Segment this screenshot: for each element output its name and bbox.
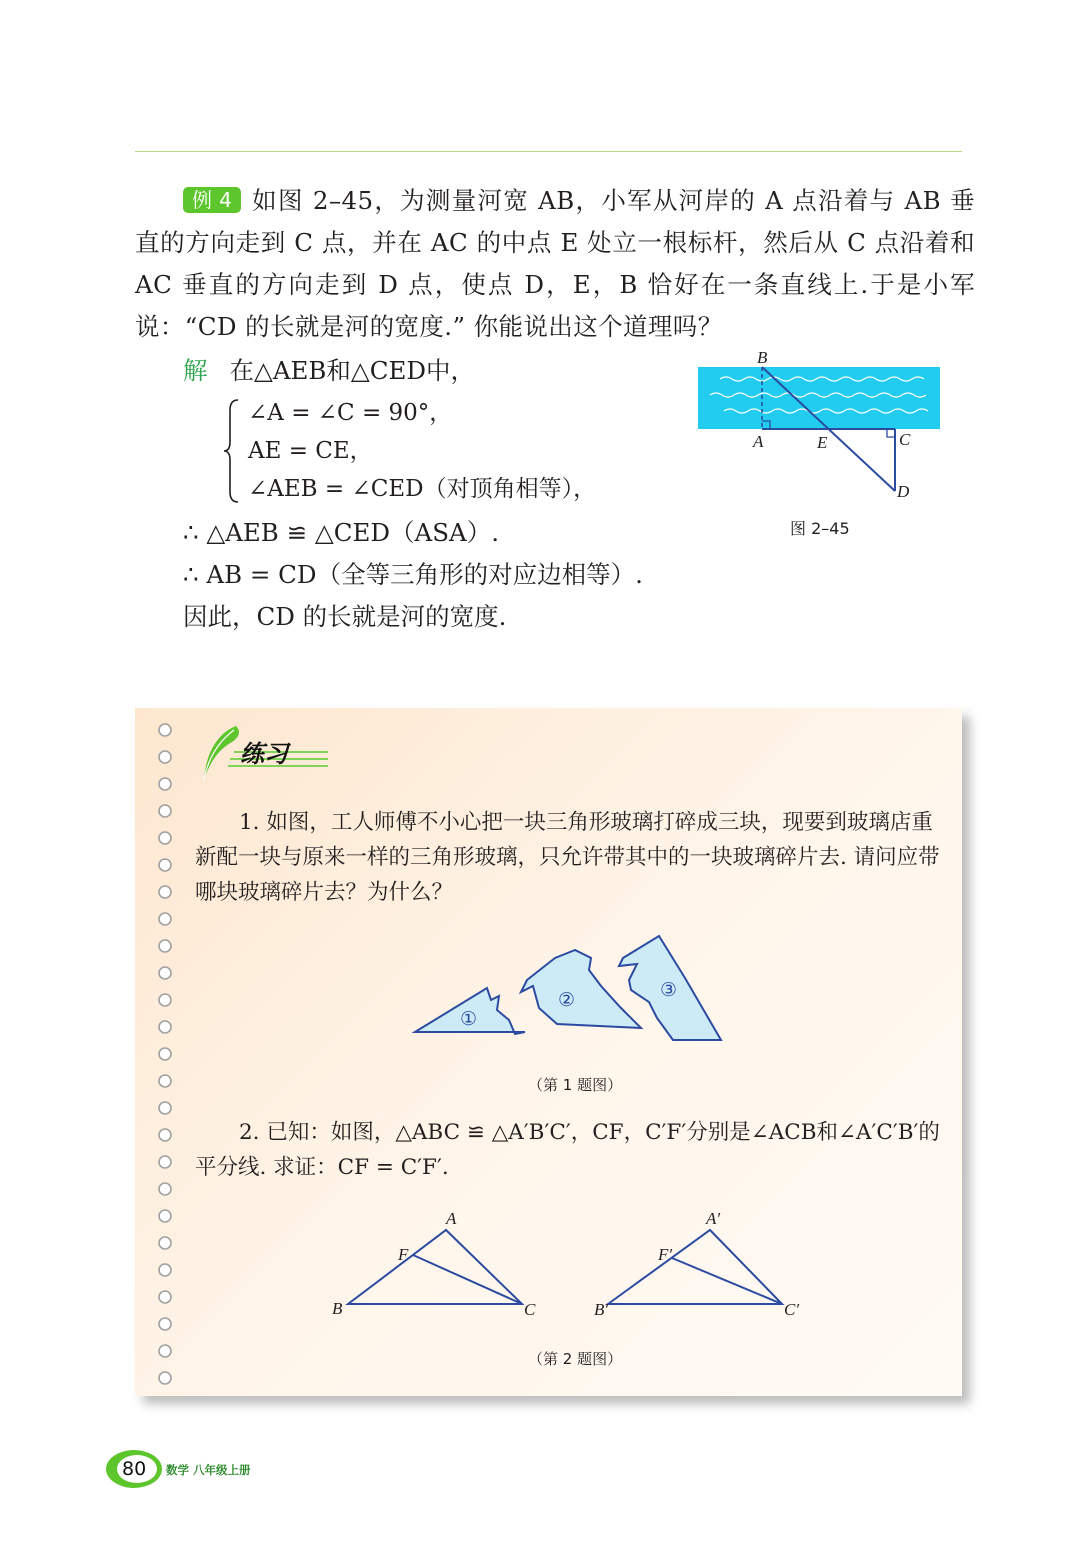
label-q2-b-prime: B′: [594, 1300, 609, 1319]
label-q2-c-prime: C′: [784, 1300, 800, 1319]
solution-intro-line: [183, 355, 475, 387]
solution-label: 解: [183, 356, 208, 385]
right-angle-c: [887, 429, 895, 437]
label-a: A: [753, 432, 764, 451]
label-q2-f: F: [398, 1245, 409, 1264]
label-b: B: [757, 348, 768, 367]
q1-caption: （第 1 题图）: [528, 1076, 623, 1094]
piece-label-1: ①: [460, 1008, 478, 1030]
bisector-c1f1: [672, 1258, 782, 1304]
question-2: 2. 已知：如图，△ABC ≌ △A′B′C′，CF，C′F′分别是∠ACB和∠A′C′B′的平分线. 求证：CF = C′F′.: [195, 1120, 940, 1180]
solution-step-2: ∴ AB = CD（全等三角形的对应边相等）.: [183, 560, 643, 589]
figure-2-45-caption: 图 2–45: [790, 519, 850, 538]
exercise-title: 练习: [240, 740, 288, 768]
label-d: D: [897, 482, 910, 501]
condition-3: ∠AEB = ∠CED（对顶角相等），: [248, 476, 597, 502]
example-badge: 例 4: [183, 187, 241, 213]
question-1: 1. 如图，工人师傅不小心把一块三角形玻璃打碎成三块，现要到玻璃店重新配一块与原来一样的三角形玻璃，只允许带其中的一块玻璃碎片去. 请问应带哪块玻璃碎片去？为什么？: [195, 810, 940, 905]
congruent-triangles-figure: [320, 1200, 820, 1330]
label-q2-c: C: [524, 1300, 536, 1319]
q2-caption: （第 2 题图）: [528, 1350, 623, 1368]
book-title: 数学 八年级上册: [166, 1463, 251, 1477]
notebook-rings: [154, 722, 178, 1392]
left-brace: [222, 398, 240, 504]
piece-label-2: ②: [558, 989, 576, 1011]
figure-2-45: [690, 345, 960, 515]
bisector-cf: [413, 1255, 522, 1304]
solution-step-1: ∴ △AEB ≌ △CED（ASA）.: [183, 518, 499, 547]
condition-2: AE = CE，: [248, 438, 373, 464]
label-q2-a: A: [446, 1209, 457, 1228]
label-e: E: [817, 433, 828, 452]
page-number: 80: [122, 1458, 147, 1480]
label-c: C: [899, 430, 911, 449]
piece-label-3: ③: [660, 979, 678, 1001]
example-text: 如图 2–45，为测量河宽 AB，小军从河岸的 A 点沿着与 AB 垂直的方向走到 C 点，并在 AC 的中点 E 处立一根标杆，然后从 C 点沿着和 AC 垂直的方向走到 D 点，使点 D，E，B 恰好在一条直线上.于是小军说：“CD 的长就是河的宽度.” 你能说出这个道理吗？: [135, 186, 975, 341]
label-q2-f-prime: F′: [658, 1245, 673, 1264]
label-q2-a-prime: A′: [706, 1209, 721, 1228]
glass-pieces-figure: [405, 928, 735, 1048]
page-number-badge: [104, 1448, 164, 1494]
label-q2-b: B: [332, 1299, 343, 1318]
header-rule: [135, 151, 962, 152]
condition-1: ∠A = ∠C = 90°，: [248, 400, 453, 426]
solution-conclusion: 因此，CD 的长就是河的宽度.: [183, 602, 507, 631]
example-4-paragraph: [135, 180, 975, 348]
solution-intro: 在△AEB和△CED中，: [229, 356, 476, 385]
